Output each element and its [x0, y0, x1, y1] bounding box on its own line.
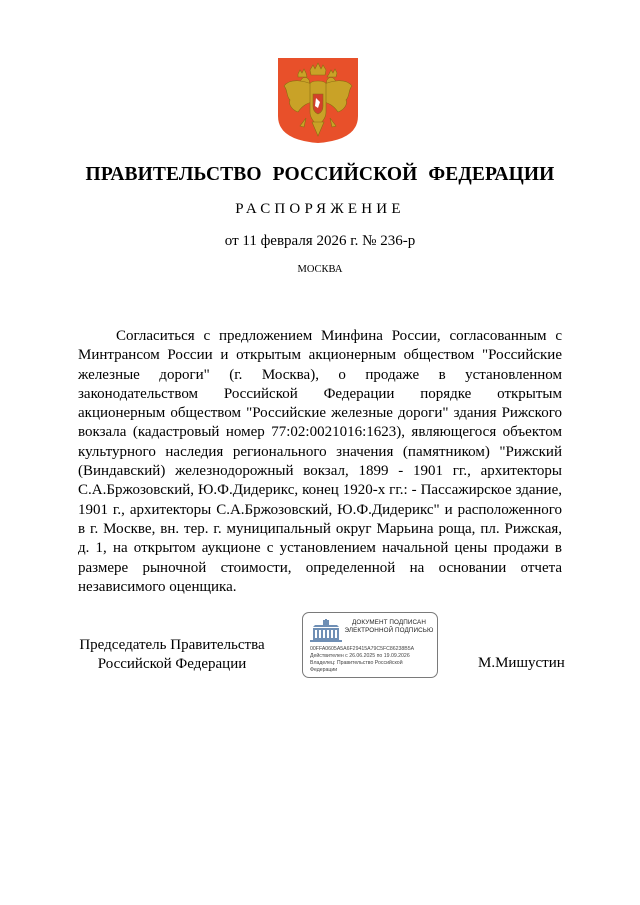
- signer-position-line2: Российской Федерации: [97, 656, 247, 673]
- electronic-signature-stamp: [302, 612, 438, 678]
- stamp-heading: [343, 619, 435, 635]
- government-title: ПРАВИТЕЛЬСТВО РОССИЙСКОЙ ФЕДЕРАЦИИ: [85, 164, 555, 185]
- signer-position: [74, 636, 270, 675]
- coat-of-arms-icon: [276, 56, 360, 144]
- stamp-certificate: 00FFA0605A5A6F29415A79C5FC86238B5A: [310, 646, 415, 652]
- stamp-heading-line1: ДОКУМЕНТ ПОДПИСАН: [352, 619, 426, 626]
- stamp-validity: Действителен с 26.06.2025 по 19.09.2026: [310, 653, 410, 659]
- stamp-owner-line1: Владелец: Правительство Российской: [310, 660, 403, 666]
- signer-name: М.Мишустин: [478, 655, 565, 671]
- stamp-details: [310, 646, 436, 674]
- order-text: Согласиться с предложением Минфина России, согласованным с Минтрансом России и открытым акционерным обществом "Российские железные дороги" (г. Москва), о продаже в установленном законодательством Российской Федерации порядке открытым акционерным обществом "Российские железные дороги" здания Рижского вокзала (кадастровый номер 77:02:0021016:1623), являющегося объектом культурного наследия регионального значения (памятником) "Рижский (Виндавский) железнодорожный вокзал, 1899 - 1901 гг., архитекторы С.А.Бржозовский, Ю.Ф.Дидерикс, конец 1920-х гг.: - Пассажирское здание, 1901 г., архитекторы С.А.Бржозовский, Ю.Ф.Дидерикс" и расположенного в г. Москве, вн. тер. г. муниципальный округ Марьина роща, пл. Рижская, д. 1, на открытом аукционе с установлением начальной цены продажи в размере рыночной стоимости, определенной на основании отчета независимого оценщика.: [78, 328, 562, 595]
- stamp-owner-line2: Федерации: [310, 667, 338, 673]
- stamp-heading-line2: ЭЛЕКТРОННОЙ ПОДПИСЬЮ: [344, 627, 434, 634]
- document-city: МОСКВА: [297, 264, 343, 275]
- document-type: РАСПОРЯЖЕНИЕ: [235, 201, 405, 217]
- building-icon: [309, 619, 343, 643]
- document-date-number: от 11 февраля 2026 г. № 236-р: [224, 233, 416, 249]
- signer-position-line1: Председатель Правительства: [79, 637, 265, 653]
